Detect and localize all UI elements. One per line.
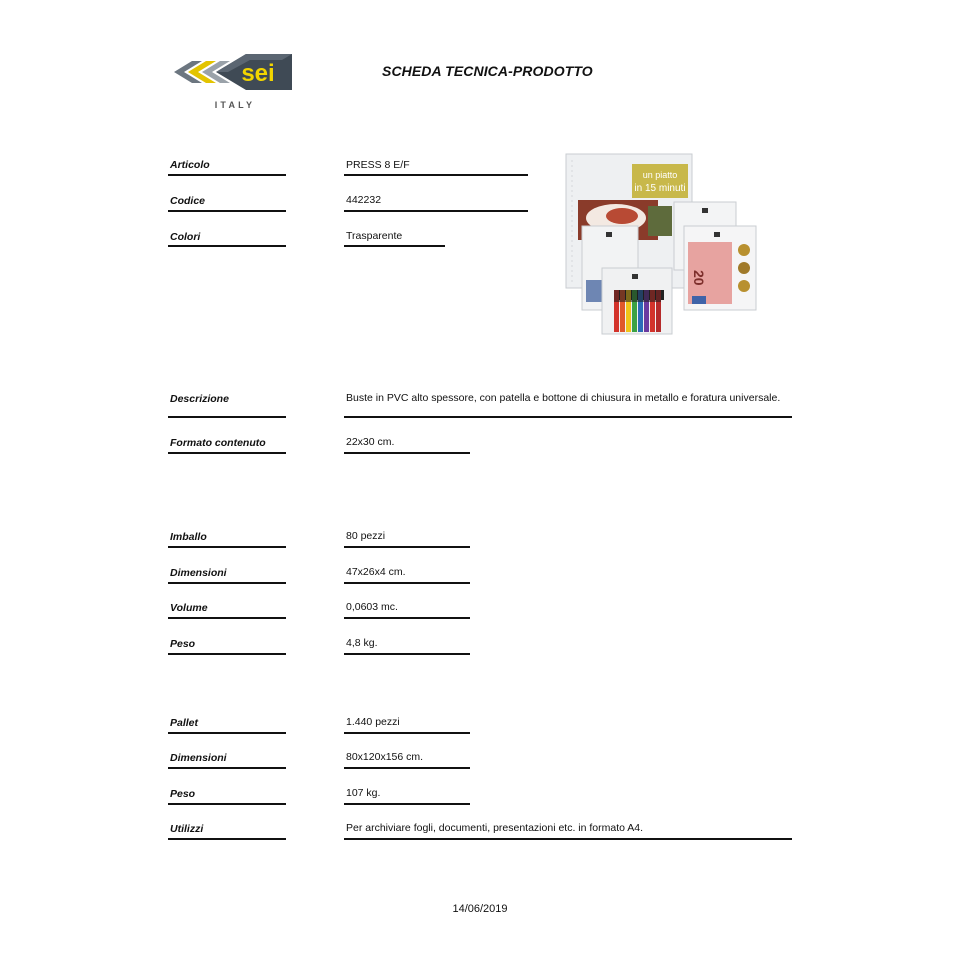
label-pallet: Pallet [170, 717, 199, 729]
value-peso-imballo: 4,8 kg. [346, 637, 378, 649]
photo-sign-line2: in 15 minuti [634, 183, 686, 194]
rule-label-codice [168, 210, 286, 212]
value-dimensioni-pallet: 80x120x156 cm. [346, 751, 424, 763]
label-volume: Volume [170, 602, 208, 614]
rule-label-formato [168, 452, 286, 454]
rule-label-utilizzi [168, 838, 286, 840]
label-colori: Colori [170, 231, 201, 243]
value-codice: 442232 [346, 194, 382, 206]
photo-banknote-value: 20 [691, 270, 707, 286]
rule-value-colori [344, 245, 445, 247]
value-imballo: 80 pezzi [346, 530, 386, 542]
value-descrizione: Buste in PVC alto spessore, con patella e bottone di chiusura in metallo e foratura universale. [346, 392, 781, 404]
rule-label-descrizione [168, 416, 286, 418]
label-imballo: Imballo [170, 531, 207, 543]
rule-label-imballo [168, 546, 286, 548]
footer-date: 14/06/2019 [452, 903, 508, 915]
rule-label-peso-pallet [168, 803, 286, 805]
rule-value-dimensioni-pallet [344, 767, 470, 769]
rule-label-volume [168, 617, 286, 619]
label-dimensioni-pallet: Dimensioni [170, 752, 227, 764]
label-codice: Codice [170, 195, 206, 207]
value-articolo: PRESS 8 E/F [346, 159, 410, 171]
label-utilizzi: Utilizzi [170, 823, 204, 835]
logo-subtitle: ITALY [214, 100, 256, 110]
sei-logo [172, 50, 298, 116]
value-utilizzi: Per archiviare fogli, documenti, presentazioni etc. in formato A4. [346, 822, 644, 834]
label-articolo: Articolo [170, 159, 210, 171]
label-peso-imballo: Peso [170, 638, 196, 650]
sei-logo-mark [172, 50, 298, 98]
rule-value-formato [344, 452, 470, 454]
rule-value-imballo [344, 546, 470, 548]
rule-label-dimensioni-pallet [168, 767, 286, 769]
label-peso-pallet: Peso [170, 788, 196, 800]
rule-value-peso-imballo [344, 653, 470, 655]
rule-value-articolo [344, 174, 528, 176]
rule-label-colori [168, 245, 286, 247]
value-dimensioni-imballo: 47x26x4 cm. [346, 566, 406, 578]
label-formato: Formato contenuto [170, 437, 266, 449]
label-dimensioni-imballo: Dimensioni [170, 567, 227, 579]
rule-value-codice [344, 210, 528, 212]
value-peso-pallet: 107 kg. [346, 787, 381, 799]
rule-label-pallet [168, 732, 286, 734]
sei-logo-text: sei [241, 60, 275, 87]
value-formato: 22x30 cm. [346, 436, 395, 448]
value-pallet: 1.440 pezzi [346, 716, 400, 728]
rule-value-volume [344, 617, 470, 619]
rule-value-peso-pallet [344, 803, 470, 805]
rule-label-peso-imballo [168, 653, 286, 655]
product-photo [562, 150, 762, 340]
rule-value-utilizzi [344, 838, 792, 840]
rule-value-descrizione [344, 416, 792, 418]
rule-value-dimensioni-imballo [344, 582, 470, 584]
label-descrizione: Descrizione [170, 393, 229, 405]
document-title: SCHEDA TECNICA-PRODOTTO [382, 63, 593, 79]
photo-sign-line1: un piatto [642, 170, 678, 180]
value-volume: 0,0603 mc. [346, 601, 398, 613]
product-photo-image [562, 150, 762, 340]
rule-value-pallet [344, 732, 470, 734]
rule-label-articolo [168, 174, 286, 176]
value-colori: Trasparente [346, 230, 403, 242]
rule-label-dimensioni-imballo [168, 582, 286, 584]
